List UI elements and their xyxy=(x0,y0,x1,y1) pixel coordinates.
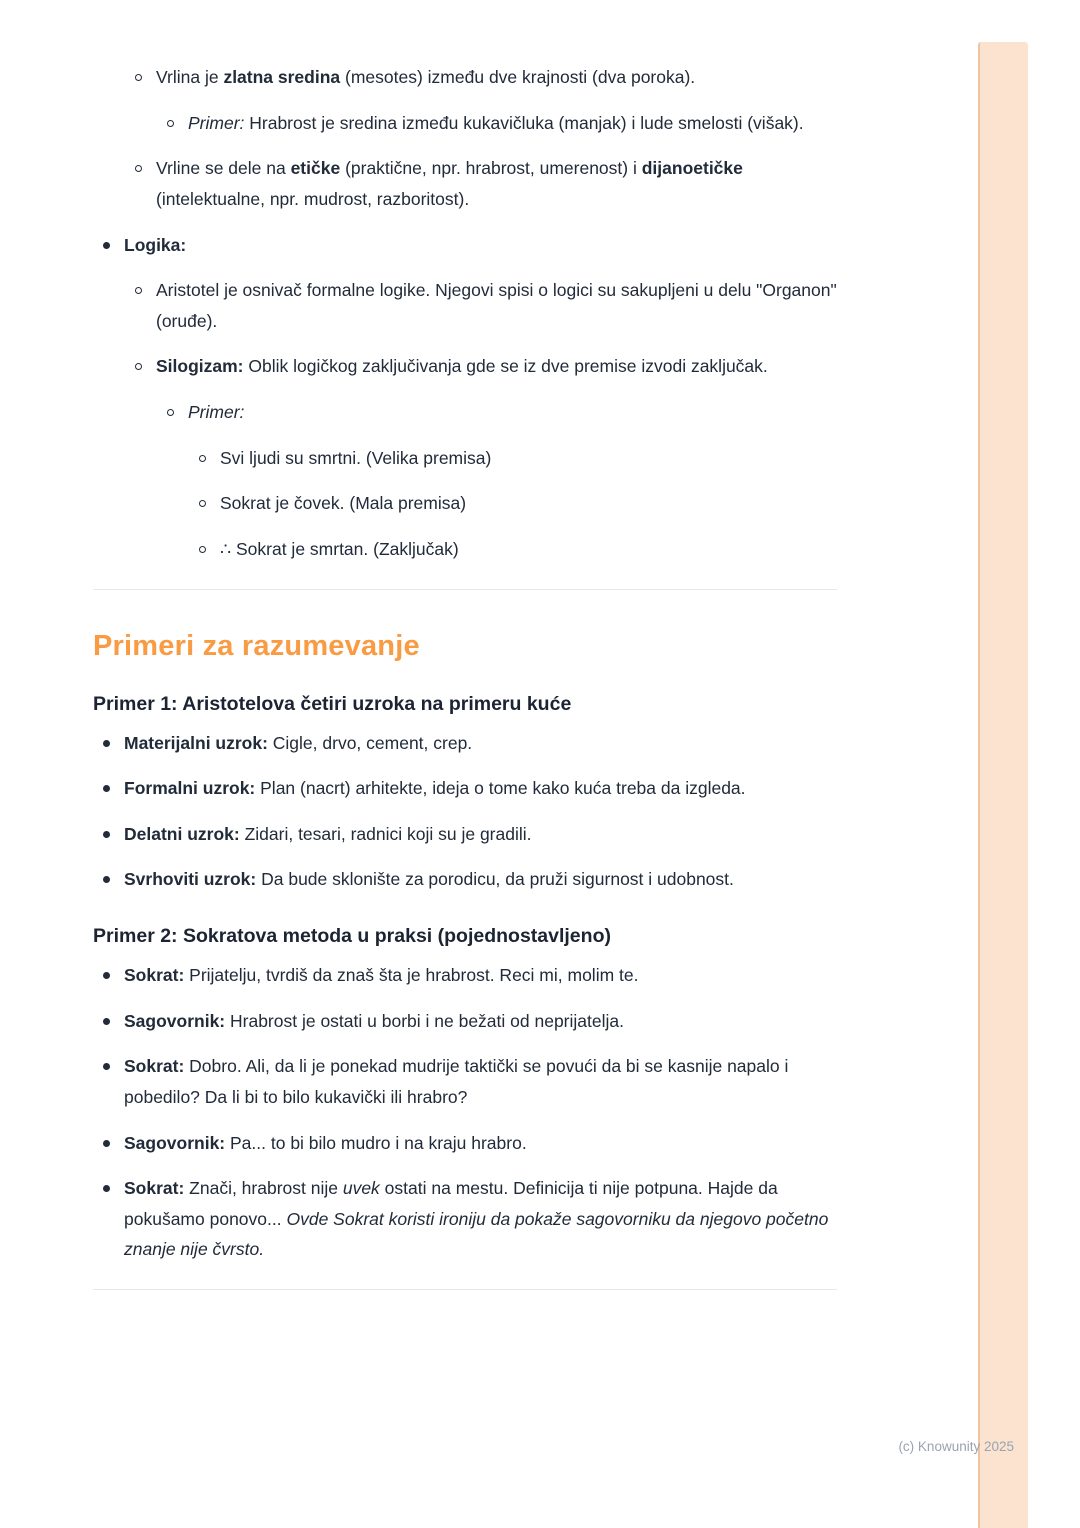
text-segment: Silogizam: xyxy=(156,356,244,377)
text-segment: (praktične, npr. hrabrost, umerenost) i xyxy=(340,158,642,179)
list-item xyxy=(93,443,837,474)
list-item-text xyxy=(124,1173,837,1265)
text-segment: Svrhoviti uzrok: xyxy=(124,869,257,890)
circle-bullet-icon xyxy=(199,546,206,553)
list-item-text xyxy=(188,108,837,139)
disc-bullet-icon xyxy=(103,972,110,979)
list-item xyxy=(93,153,837,214)
list-item xyxy=(93,534,837,565)
example2-list xyxy=(93,960,837,1265)
text-segment: Delatni uzrok: xyxy=(124,823,240,844)
list-item xyxy=(93,275,837,336)
disc-bullet-icon xyxy=(103,876,110,883)
list-item xyxy=(93,1051,837,1112)
list-item-text xyxy=(124,1006,837,1037)
text-segment: ostati na mestu. Definicija ti nije potpuna. Hajde da pokušamo ponovo... xyxy=(124,1178,778,1229)
list-item-text xyxy=(156,275,837,336)
list-item xyxy=(93,351,837,382)
text-segment: ∴ Sokrat je smrtan. (Zaključak) xyxy=(220,538,459,559)
circle-bullet-icon xyxy=(199,455,206,462)
text-segment: Logika: xyxy=(124,234,187,255)
circle-bullet-icon xyxy=(135,165,142,172)
text-segment: Hrabrost je ostati u borbi i ne bežati od neprijatelja. xyxy=(225,1010,624,1031)
list-item xyxy=(93,108,837,139)
circle-bullet-icon xyxy=(199,500,206,507)
text-segment: Ovde Sokrat koristi ironiju da pokaže sagovorniku da njegovo početno znanje nije čvrsto. xyxy=(124,1208,829,1260)
text-segment: Oblik logičkog zaključivanja gde se iz dve premise izvodi zaključak. xyxy=(243,356,768,377)
disc-bullet-icon xyxy=(103,1185,110,1192)
list-item-text xyxy=(220,443,837,474)
text-segment: Da bude sklonište za porodicu, da pruži sigurnost i udobnost. xyxy=(256,869,734,890)
list-item xyxy=(93,1128,837,1159)
disc-bullet-icon xyxy=(103,1140,110,1147)
document-page xyxy=(93,50,837,1290)
text-segment: Sokrat je čovek. (Mala premisa) xyxy=(220,493,467,514)
section-heading: Primeri za razumevanje xyxy=(93,629,420,662)
text-segment: Primer: xyxy=(188,112,245,133)
list-item xyxy=(93,728,837,759)
list-item xyxy=(93,819,837,850)
text-segment: Aristotel je osnivač formalne logike. Njegovi spisi o logici su sakupljeni u delu "Organon" (oruđe). xyxy=(156,280,837,331)
list-item xyxy=(93,864,837,895)
text-segment: etičke xyxy=(290,158,341,179)
text-segment: Dobro. Ali, da li je ponekad mudrije taktički se povući da bi se kasnije napalo i pobedilo? Da li bi to bilo kukavički ili hrabro? xyxy=(124,1056,789,1107)
disc-bullet-icon xyxy=(103,1063,110,1070)
text-segment: Materijalni uzrok: xyxy=(124,732,268,753)
text-segment: (intelektualne, npr. mudrost, razboritost). xyxy=(156,188,470,209)
list-item xyxy=(93,1173,837,1265)
example1-heading: Primer 1: Aristotelova četiri uzroka na primeru kuće xyxy=(93,692,572,715)
circle-bullet-icon xyxy=(135,74,142,81)
text-segment: Vrline se dele na xyxy=(156,158,291,179)
divider xyxy=(93,1289,837,1290)
list-item-text xyxy=(124,1128,837,1159)
intro-list xyxy=(93,62,837,565)
list-item xyxy=(93,397,837,428)
text-segment: Sokrat: xyxy=(124,1178,185,1199)
text-segment: Hrabrost je sredina između kukavičluka (manjak) i lude smelosti (višak). xyxy=(244,112,804,133)
list-item xyxy=(93,960,837,991)
list-item-text xyxy=(124,864,837,895)
footer-credit: (c) Knowunity 2025 xyxy=(898,1439,1014,1454)
side-stripe xyxy=(978,42,1028,1528)
list-item xyxy=(93,773,837,804)
list-item-text xyxy=(156,351,837,382)
list-item-text xyxy=(124,728,837,759)
list-item-text xyxy=(220,488,837,519)
text-segment: Cigle, drvo, cement, crep. xyxy=(267,732,473,753)
list-item-text xyxy=(124,1051,837,1112)
text-segment: dijanoetičke xyxy=(641,158,743,179)
list-item-text xyxy=(188,397,837,428)
disc-bullet-icon xyxy=(103,242,110,249)
circle-bullet-icon xyxy=(167,120,174,127)
disc-bullet-icon xyxy=(103,740,110,747)
disc-bullet-icon xyxy=(103,831,110,838)
circle-bullet-icon xyxy=(167,409,174,416)
list-item-text xyxy=(124,773,837,804)
list-item-text xyxy=(156,62,837,93)
text-segment: Sokrat: xyxy=(124,965,185,985)
divider xyxy=(93,589,837,590)
text-segment: Sagovornik: xyxy=(124,1010,226,1031)
list-item-text xyxy=(156,153,837,214)
list-item-text xyxy=(220,534,837,565)
example1-list xyxy=(93,728,837,896)
text-segment: Svi ljudi su smrtni. (Velika premisa) xyxy=(220,447,492,468)
text-segment: Formalni uzrok: xyxy=(124,778,256,799)
disc-bullet-icon xyxy=(103,1018,110,1025)
text-segment: zlatna sredina xyxy=(223,67,341,87)
text-segment: Primer: xyxy=(188,402,245,422)
text-segment: Vrlina je xyxy=(156,67,224,87)
disc-bullet-icon xyxy=(103,785,110,792)
example2-heading: Primer 2: Sokratova metoda u praksi (pojednostavljeno) xyxy=(93,925,611,947)
list-item xyxy=(93,62,837,93)
text-segment: Znači, hrabrost nije xyxy=(184,1178,343,1199)
circle-bullet-icon xyxy=(135,287,142,294)
text-segment: Sagovornik: xyxy=(124,1132,226,1153)
text-segment: Plan (nacrt) arhitekte, ideja o tome kako kuća treba da izgleda. xyxy=(255,778,746,799)
text-segment: Pa... to bi bilo mudro i na kraju hrabro. xyxy=(225,1132,527,1153)
list-item xyxy=(93,230,837,261)
list-item xyxy=(93,488,837,519)
text-segment: Sokrat: xyxy=(124,1056,185,1077)
list-item xyxy=(93,1006,837,1037)
list-item-text xyxy=(124,819,837,850)
text-segment: Prijatelju, tvrdiš da znaš šta je hrabrost. Reci mi, molim te. xyxy=(184,965,639,985)
text-segment: (mesotes) između dve krajnosti (dva poroka). xyxy=(340,67,696,87)
text-segment: Zidari, tesari, radnici koji su je gradili. xyxy=(239,823,532,844)
list-item-text xyxy=(124,960,837,991)
circle-bullet-icon xyxy=(135,363,142,370)
text-segment: uvek xyxy=(342,1178,380,1199)
list-item-text xyxy=(124,230,837,261)
